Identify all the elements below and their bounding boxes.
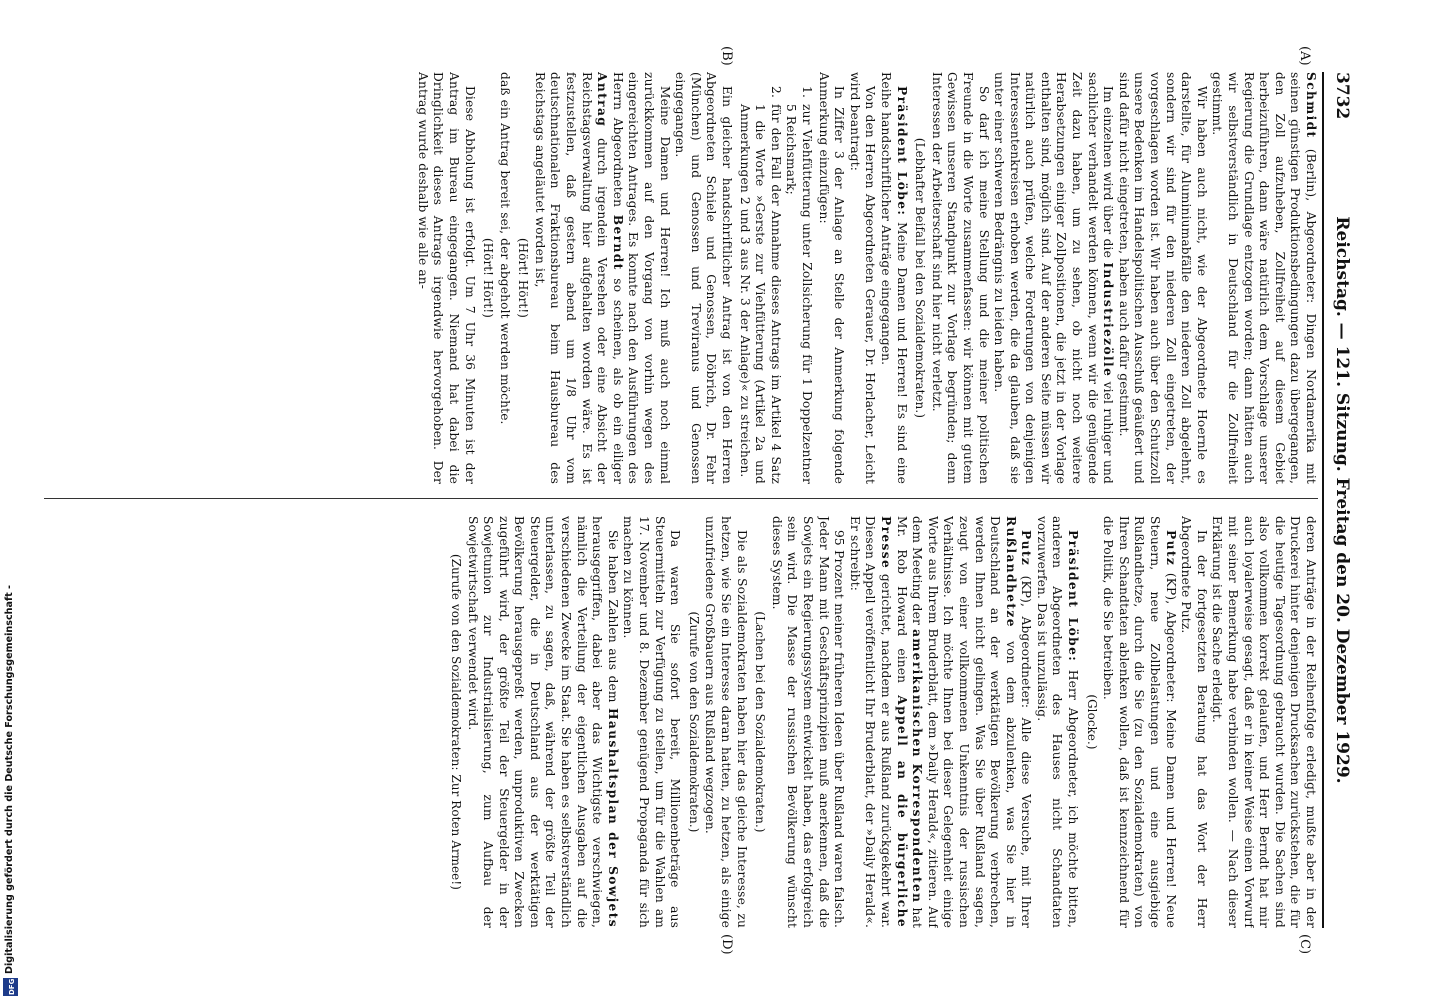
paragraph-text: von dem abzulenken, was Sie hier in Deutschland an der werktätigen Bevölkerung verbrechen, werden Ihnen nicht gelingen. Was Sie über Rußland sagen, zeugt von einer vollkommenen Unkenntnis der russischen Verhältnisse. Ich möchte Ihnen bei dieser Gelegenheit einige Worte aus Ihrem Bruderblatt, dem »Daily Herald«, zitieren. Auf dem Meeting der — [910, 516, 1018, 928]
paragraph-text: Meine Damen und Herren! Es sind eine Reihe handschriftlicher Anträge eingegangen. — [878, 72, 909, 484]
paragraph — [1033, 516, 1080, 928]
left-column — [42, 72, 1318, 484]
speaker-info: (Berlin), Abgeordneter: — [1304, 148, 1318, 304]
list-item: 2. für den Fall der Annahme dieses Antrags im Artikel 4 Satz 1 die Worte »Gerste zur Viehfütterung (Artikel 2a und Anmerkungen 2 und 3 aus Nr. 3 der Anlage)« zu streichen. — [736, 102, 783, 484]
motion-list — [736, 102, 814, 484]
paragraph: Da waren Sie sofort bereit, Millionenbeträge aus Steuermitteln zur Verfügung zu stellen, um für die Wahlen am 17. November und 8. Dezember genügend Propaganda für sich machen zu können. — [621, 516, 683, 928]
paragraph: Wir haben auch nicht, wie der Abgeordnete Hoernle es darstellte, für Aluminiumabfälle den niederen Zoll abgelehnt, sondern wir sind für den niederen Zoll eingetreten, der vorgeschlagen worden ist. Wir haben auch über den Schutzzoll unsere Bedenken im Handelspolitischen Ausschuß geäußert und sind dafür nicht eingetreten, haben auch dafür gestimmt. — [1116, 72, 1209, 484]
stage-direction: (Hört! Hört!) — [481, 238, 496, 318]
paragraph: In Ziffer 3 der Anlage an Stelle der Anmerkung folgende Anmerkung einzufügen: — [816, 72, 847, 484]
paragraph: In der fortgesetzten Beratung hat das Wort der Herr Abgeordnete Putz. — [1179, 516, 1209, 928]
speaker-name: Schmidt — [1304, 72, 1318, 139]
credit-text: Digitalisierung gefördert durch die Deutsche Forschungsgemeinschaft - — [4, 584, 15, 974]
paragraph-text: Sie haben Zahlen aus dem — [605, 530, 620, 703]
paragraph-text: gerichtet, nachdem er aus Rußland zurückgekehrt war. Diesen Appell veröffentlicht Ihr Bruderblatt, der »Daily Herald«. Er schreibt: — [847, 516, 893, 928]
speaker-info: (KP), Abgeordneter: — [1163, 572, 1178, 703]
paragraph-text: durch irgendein Versehen oder eine Absicht der Reichstagsverwaltung hier aufgehalten worden wäre. Es ist festzustellen, daß gestern abend um 1/8 Uhr vom deutschnationalen Fraktionsbureau beim Hausbureau des Reichstags angeläutet worden ist, — [532, 72, 610, 484]
page-header — [1326, 72, 1352, 928]
quotation: 95 Prozent meiner früheren Ideen über Rußland waren falsch. Jeder Mann mit Geschäftsprinzipien muß anerkennen, daß die Sowjets ein Regierungssystem entwickelt haben, das erfolgreich sein wird. Die Masse der russischen Bevölkerung wünscht dieses System. — [769, 516, 847, 928]
paragraph: Ein gleicher handschriftlicher Antrag ist von den Herren Abgeordneten Schiele und Genossen, Döbrich, Dr. Fehr (München) und Genossen und Treviranus und Genossen eingegangen. — [673, 72, 735, 484]
page-number: 3732 — [1332, 72, 1352, 120]
paragraph-text: hat Mr. Rob Howard einen — [894, 516, 925, 928]
stage-direction: (Zurufe von den Sozialdemokraten: Zur Roten Armee!) — [448, 554, 463, 890]
speaker-name: Präsident Löbe: — [894, 86, 909, 217]
paragraph: daß ein Antrag bereit sei, der abgeholt werden möchte. — [497, 72, 512, 425]
paragraph-text: Dingen Nordamerika mit seinen günstigen Produktionsbedingungen dazu übergegangen, den Zoll aufzuheben, Zollfreiheit auf diesem Gebiet herbeizuführen, dann wäre natürlich dem Vorschlage unserer Regierung die Grundlage entzogen worden; dann hätten auch wir selbstverständlich in Deutschland für die Zollfreiheit gestimmt. — [1210, 72, 1318, 484]
emphasis-term: amerikanischen Korrespondenten — [910, 629, 925, 904]
paragraph — [877, 72, 908, 484]
header-rule — [1322, 72, 1324, 928]
speaker-name: Putz — [1019, 530, 1034, 567]
margin-marker-c: (C) — [1297, 934, 1312, 955]
paragraph-text: Herr Abgeordneter, ich möchte bitten, anderen Abgeordneten des Hauses nicht Schandtaten vorzuwerfen. Das ist unzulässig. — [1034, 516, 1081, 928]
emphasis-term: Industriezölle — [1101, 262, 1116, 378]
paragraph — [846, 516, 1033, 928]
digitization-credit — [0, 584, 22, 996]
page-title: Reichstag. — 121. Sitzung. Freitag den 20. Dezember 1929. — [1332, 216, 1352, 784]
emphasis-term: Haushaltsplan der Sowjets — [605, 708, 620, 928]
margin-marker-b: (B) — [719, 46, 734, 66]
stage-direction: (Zurufe von den Sozialdemokraten.) — [686, 611, 701, 833]
paragraph: Diese Abholung ist erfolgt. Um 7 Uhr 36 Minuten ist der Antrag im Bureau eingegangen. Niemand hat dabei die Dringlichkeit dieses Antrags irgendwie hervorgehoben. Der Antrag wurde deshalb wie alle an- — [415, 72, 477, 484]
emphasis-term: Appell an die bürgerliche Presse — [878, 516, 909, 928]
list-item: 1. zur Viehfütterung unter Zollsicherung für 1 Doppelzentner 5 Reichsmark; — [783, 102, 814, 484]
margin-marker-a: (A) — [1297, 46, 1312, 66]
paragraph — [464, 516, 620, 928]
stage-direction: (Hört! Hört!) — [516, 238, 531, 318]
paragraph-text: Meine Damen und Herren! Neue Steuern, neue Zollbelastungen und eine ausgiebige Rußlandhetze, durch die Sie (zu den Sozialdemokraten) von Ihren Schandtaten ablenken wollen, daß ist kennzeichnend für die Politik, die Sie betreiben. — [1101, 516, 1178, 928]
paragraph: Die als Sozialdemokraten haben hier das gleiche Interesse, zu hetzen, wie Sie ein Interesse daran hatten, zu hetzen, als einige unzufriedene Großbauern aus Rußland wegzogen. — [703, 516, 749, 928]
paragraph — [991, 72, 1116, 484]
paragraph — [531, 72, 671, 484]
emphasis-term: Berndt — [610, 214, 625, 271]
paragraph-text: Im einzelnen wird über die — [1101, 86, 1116, 258]
paragraph — [1209, 72, 1318, 484]
speaker-name: Präsident Löbe: — [1066, 530, 1081, 663]
paragraph-text: so scheinen, als ob ein eiliger — [610, 278, 625, 484]
margin-marker-d: (D) — [719, 934, 734, 955]
stage-direction: (Lachen bei den Sozialdemokraten.) — [753, 611, 768, 833]
right-column — [42, 516, 1318, 928]
stage-direction: (Glocke.) — [1084, 694, 1099, 750]
paragraph — [1100, 516, 1178, 928]
paragraph: Von den Herren Abgeordneten Gerauer, Dr. Horlacher, Leicht wird beantragt: — [847, 72, 878, 484]
paragraph-text: Meine Damen und Herren! Ich muß auch noch einmal zurückkommen auf den Vorgang von vorhin wegen des eingereichten Antrages. Es konnte nach den Ausführungen des Herrn Abgeordneten — [610, 72, 672, 484]
paragraph-text: herausgegriffen, dabei aber das Wichtigste verschwiegen, nämlich die Verteilung der eigentlichen Ausgaben auf die verschiedenen Zwecke im Staat. Sie haben es selbstverständlich unterlassen, zu sagen, daß, während der größte Teil der Steuergelder, die in Deutschland aus der werktätigen Bevölkerung herausgepreßt werden, unproduktiven Zwecken zugeführt wird, der größte Teil der Steuergelder in der Sowjetunion zur Industrialisierung, zum Aufbau der Sowjetwirtschaft verwendet wird. — [465, 516, 605, 928]
column-divider — [44, 498, 1318, 499]
stage-direction: (Lebhafter Beifall bei den Sozialdemokraten.) — [913, 137, 928, 419]
paragraph: deren Anträge in der Reihenfolge erledigt, mußte aber in der Druckerei hinter denjenigen Drucksachen zurückstehen, die für die heutige Tagesordnung gebraucht wurden. Die Sachen sind also vollkommen korrekt gelaufen, und Herr Berndt hat mir auch loyalerweise gesagt, daß er in keiner Weise einen Vorwurf mit seiner Bemerkung habe verbinden wollen. — Nach dieser Erklärung ist die Sache erledigt. — [1210, 516, 1318, 928]
emphasis-term: Rußlandhetze — [1003, 516, 1018, 628]
paragraph: So darf ich meine Stellung und die meiner politischen Freunde in die Worte zusammenfassen: wir können mit gutem Gewissen unseren Standpunkt zur Vorlage begründen; denn Interessen der Arbeiterschaft sind hier nicht verletzt. — [929, 72, 991, 484]
paragraph-text: viel ruhiger und sachlicher verhandelt werden können, wenn wir die genügende Zeit dazu haben, um zu sehen, ob nicht noch weitere Herabsetzungen einiger Zollpositionen, die jetzt in der Vorlage enthalten sind, möglich sind. Auf der anderen Seite müssen wir natürlich auch prüfen, welche Forderungen von denjenigen Interessentenkreisen erhoben werden, die da glauben, daß sie unter einer schweren Bedrängnis zu leiden haben. — [992, 72, 1116, 484]
dfg-logo-icon: DFG — [3, 978, 18, 996]
paragraph-text: Alle diese Versuche, mit Ihrer — [1019, 717, 1034, 928]
speaker-name: Putz — [1163, 530, 1178, 567]
speaker-info: (KP), Abgeordneter: — [1019, 575, 1034, 709]
emphasis-term: Antrag — [595, 72, 610, 128]
